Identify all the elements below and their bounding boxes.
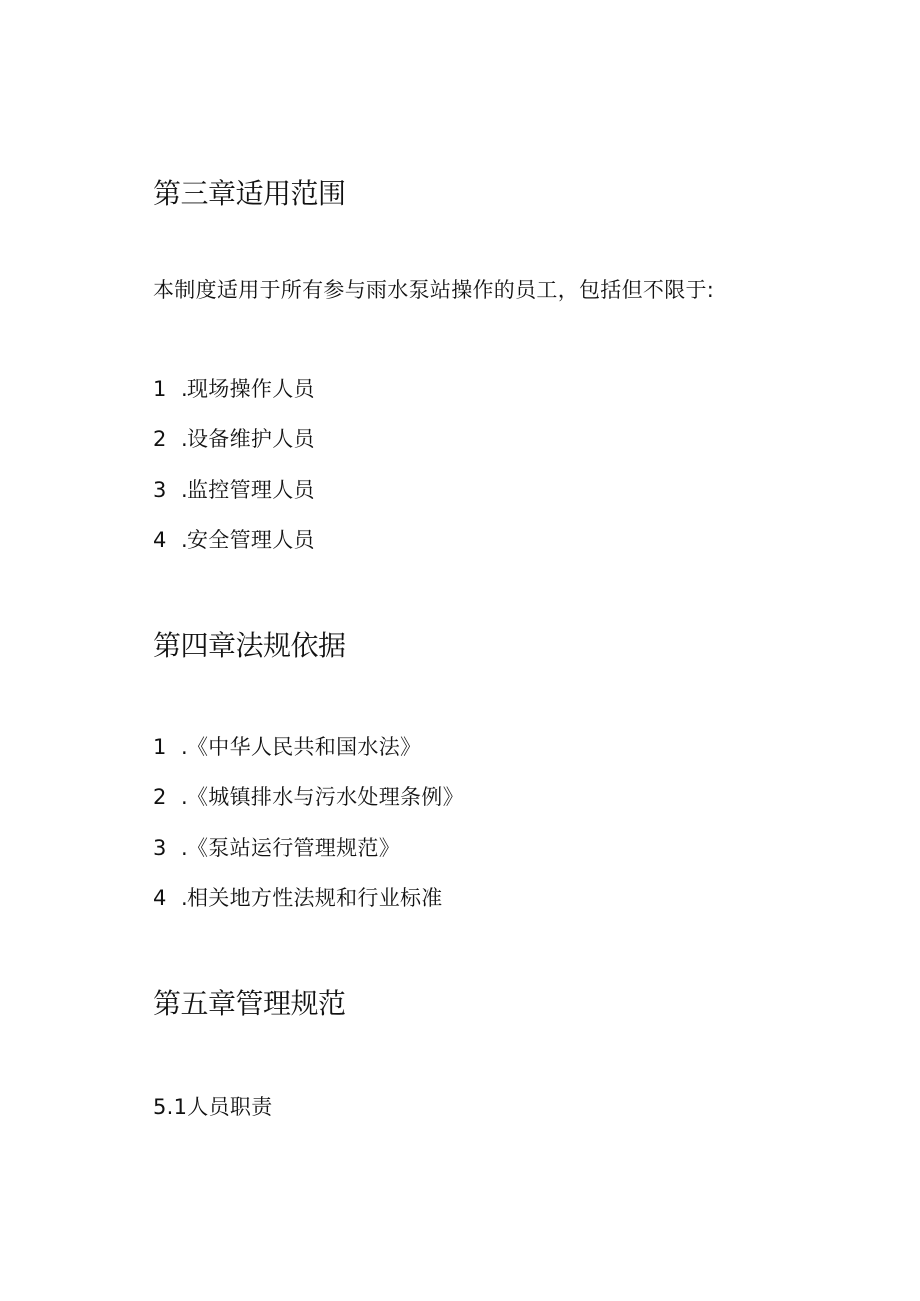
chapter-4-heading: 第四章法规依据 [153,629,346,662]
list-item-number: 3 . [153,478,192,502]
list-item [153,425,315,453]
list-item-text: 安全管理人员 [187,528,315,552]
chapter-5-heading: 第五章管理规范 [153,987,346,1020]
list-item-number: 1 . [153,377,192,401]
list-item-text: 相关地方性法规和行业标准 [187,886,443,910]
list-item-number: 2 . [153,427,192,451]
chapter-3-heading: 第三章适用范围 [153,177,346,210]
list-item-number: 4 . [153,528,192,552]
list-item [153,884,443,912]
list-item-number: 1 . [153,735,192,759]
list-item [153,375,315,403]
list-item-number: 2 . [153,785,192,809]
section-5-1-heading: 5.1人员职责 [153,1095,273,1119]
list-item [153,834,400,862]
chapter-3-intro: 本制度适用于所有参与雨水泵站操作的员工，包括但不限于: [153,278,715,302]
list-item-number: 4 . [153,886,192,910]
list-item-text: 监控管理人员 [187,478,315,502]
list-item [153,526,315,554]
list-item [153,733,421,761]
list-item-number: 3 . [153,836,192,860]
list-item [153,476,315,504]
list-item-text: 设备维护人员 [187,427,315,451]
list-item-text: 《城镇排水与污水处理条例》 [187,785,464,809]
list-item-text: 《中华人民共和国水法》 [187,735,422,759]
list-item [153,783,464,811]
list-item-text: 《泵站运行管理规范》 [187,836,400,860]
list-item-text: 现场操作人员 [187,377,315,401]
